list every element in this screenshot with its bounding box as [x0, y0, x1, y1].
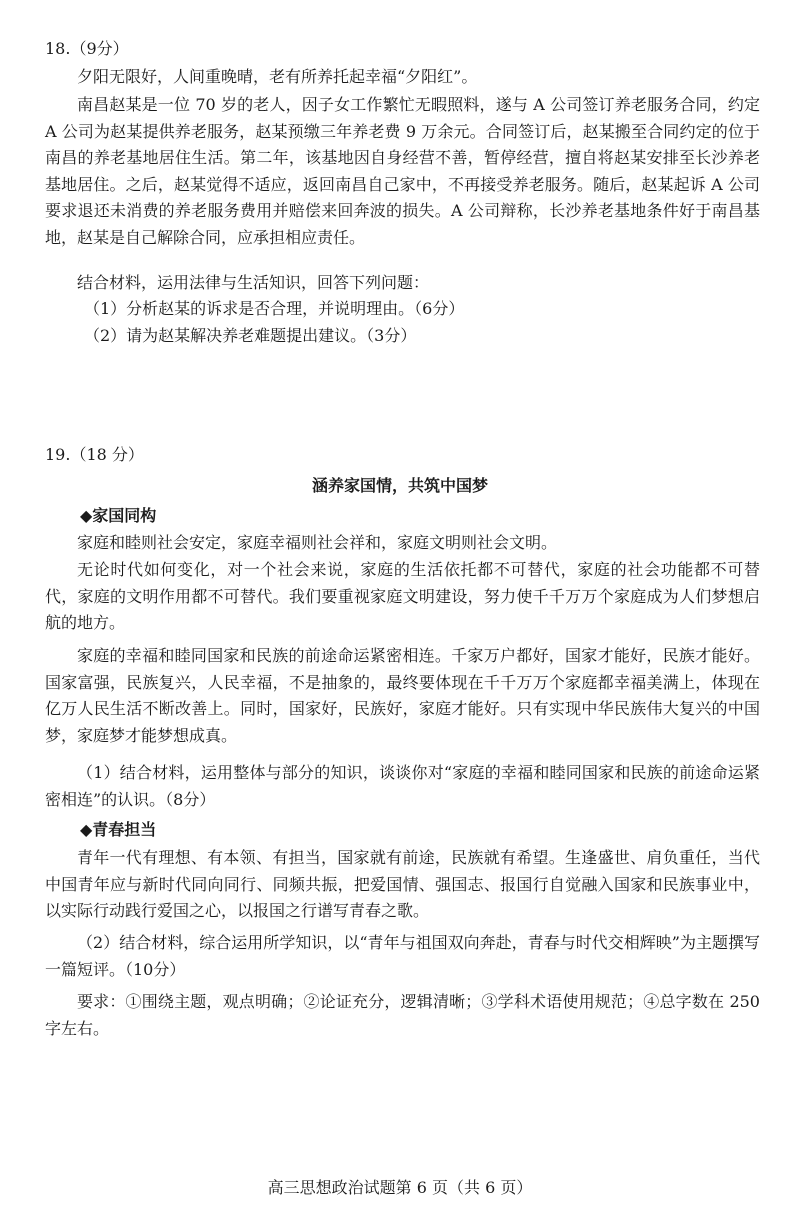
q18-material: 南昌赵某是一位 70 岁的老人，因子女工作繁忙无暇照料，遂与 A 公司签订养老服务合同，约定 A 公司为赵某提供养老服务，赵某预缴三年养老费 9 万余元。合同签订后，赵某搬至合同约定的位于南昌的养老基地居住生活。第二年，该基地因自身经营不善，暂停经营，擅自将赵某安排至长沙养老基地居住。之后，赵某觉得不适应，返回南昌自己家中，不再接受养老服务。随后，赵某起诉 A 公司要求退还未消费的养老服务费用并赔偿来回奔波的损失。A 公司辩称，长沙养老基地条件好于南昌基地，赵某是自己解除合同，应承担相应责任。 [45, 95, 760, 247]
section-heading-youth-responsibility: ◆青春担当 [80, 820, 157, 839]
q18-intro: 夕阳无限好，人间重晚晴，老有所养托起幸福“夕阳红”。 [77, 67, 478, 86]
page-footer: 高三思想政治试题第 6 页（共 6 页） [267, 1178, 533, 1197]
q19-section2-paragraph: 青年一代有理想、有本领、有担当，国家就有前途，民族就有希望。生逢盛世、肩负重任，当代中国青年应与新时代同向同行、同频共振，把爱国情、强国志、报国行自觉融入国家和民族事业中，以实际行动践行爱国之心，以报国之行谱写青春之歌。 [45, 848, 760, 920]
q18-subquestion-1: （1）分析赵某的诉求是否合理，并说明理由。（6分） [84, 299, 465, 318]
q18-instruction: 结合材料，运用法律与生活知识，回答下列问题： [77, 273, 430, 292]
q19-title: 涵养家国情，共筑中国梦 [311, 476, 488, 495]
q19-section1-paragraph-1: 家庭和睦则社会安定，家庭幸福则社会祥和，家庭文明则社会文明。 [77, 533, 558, 552]
q19-section1-paragraph-3: 家庭的幸福和睦同国家和民族的前途命运紧密相连。千家万户都好，国家才能好，民族才能好。国家富强，民族复兴，人民幸福，不是抽象的，最终要体现在千千万万个家庭都幸福美满上，体现在亿万人民生活不断改善上。同时，国家好，民族好，家庭才能好。只有实现中华民族伟大复兴的中国梦，家庭梦才能梦想成真。 [45, 646, 760, 745]
question-19-header: 19.（18 分） [45, 445, 144, 464]
section-heading-family-nation: ◆家国同构 [80, 506, 157, 525]
q19-subquestion-1: （1）结合材料，运用整体与部分的知识，谈谈你对“家庭的幸福和睦同国家和民族的前途命运紧密相连”的认识。（8分） [45, 763, 760, 809]
q19-subquestion-2: （2）结合材料，综合运用所学知识，以“青年与祖国双向奔赴，青春与时代交相辉映”为主题撰写一篇短评。（10分） [45, 933, 760, 979]
q18-subquestion-2: （2）请为赵某解决养老难题提出建议。（3分） [84, 326, 417, 345]
q19-section1-paragraph-2: 无论时代如何变化，对一个社会来说，家庭的生活依托都不可替代，家庭的社会功能都不可替代，家庭的文明作用都不可替代。我们要重视家庭文明建设，努力使千千万万个家庭成为人们梦想启航的地方。 [45, 560, 760, 632]
question-18-header: 18.（9分） [45, 39, 129, 58]
q19-requirements: 要求：①围绕主题，观点明确；②论证充分，逻辑清晰；③学科术语使用规范；④总字数在 250 字左右。 [45, 992, 760, 1038]
